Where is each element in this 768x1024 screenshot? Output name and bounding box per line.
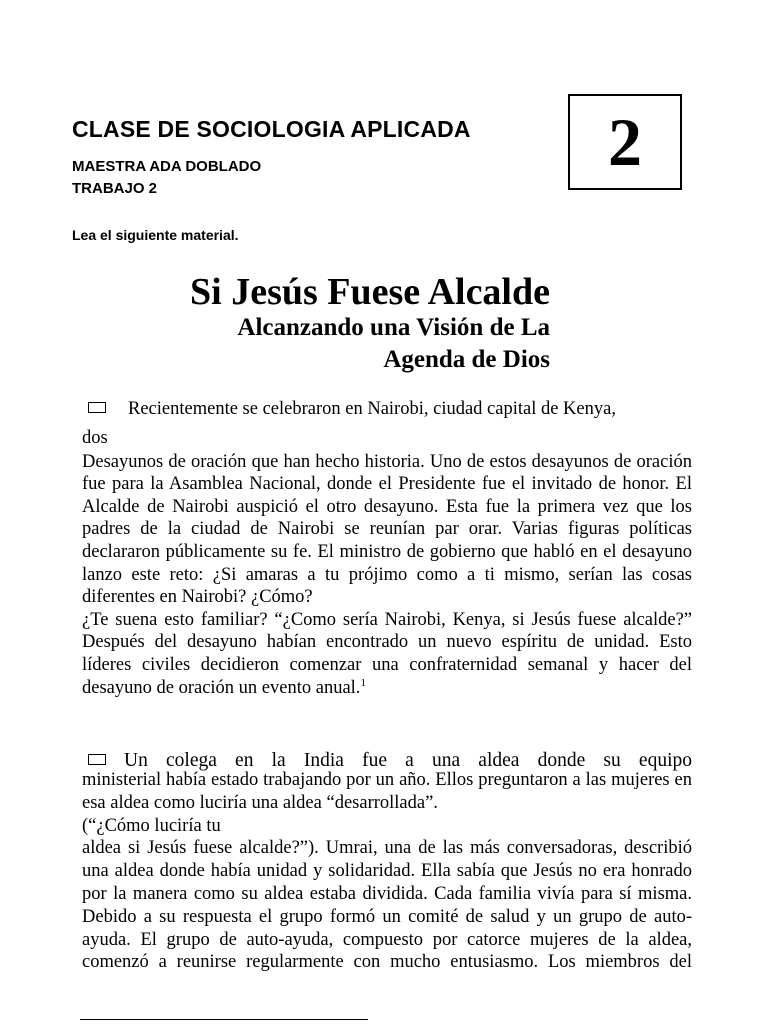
footnote-divider — [80, 1019, 368, 1020]
article-title: Si Jesús Fuese Alcalde — [190, 271, 550, 313]
paragraph2-body-b: (“¿Cómo luciría tu — [82, 815, 221, 836]
paragraph1-first-line-text: Recientemente se celebraron en Nairobi, ciudad capital de Kenya, — [128, 399, 616, 419]
paragraph2-body-a: ministerial había estado trabajando por un año. Ellos preguntaron a las mujeres en esa aldea como luciría una aldea “desarrollada”. — [82, 770, 692, 813]
paragraph1-body2 — [82, 609, 692, 699]
teacher-name: MAESTRA ADA DOBLADO — [72, 158, 262, 175]
checkbox-icon — [88, 754, 106, 765]
instruction-text: Lea el siguiente material. — [72, 227, 239, 243]
paragraph1-body — [82, 427, 692, 699]
assignment-number-box: 2 — [568, 94, 682, 190]
checkbox-icon — [88, 402, 106, 413]
assignment-label: TRABAJO 2 — [72, 180, 158, 197]
paragraph2-first-line-text: Un colega en la India fue a una aldea donde su equipo — [124, 750, 692, 771]
paragraph1-body2-text: ¿Te suena esto familiar? “¿Como sería Nairobi, Kenya, si Jesús fuese alcalde?” Después del desayuno habían encontrado un nuevo espíritu de unidad. Esto líderes civiles decidieron comenzar una confraternidad semanal y hacer del desayuno de oración un evento anual. — [82, 609, 692, 698]
paragraph2-body — [82, 769, 692, 974]
footnote-ref: 1 — [360, 676, 366, 689]
article-subtitle-line1: Alcanzando una Visión de La — [237, 314, 550, 341]
course-title: CLASE DE SOCIOLOGIA APLICADA — [72, 116, 471, 142]
paragraph1-first-line — [88, 398, 692, 420]
paragraph2-body-c: aldea si Jesús fuese alcalde?”). Umrai, una de las más conversadoras, describió una aldea donde había unidad y solidaridad. Ella sabía que Jesús no era honrado por la manera como su aldea estaba dividida. Cada familia vivía para sí misma. Debido a su respuesta el grupo formó un comité de salud y un grupo de auto-ayuda. El grupo de auto-ayuda, compuesto por catorce mujeres de la aldea, comenzó a reunirse regularmente con mucho entusiasmo. Los miembros del — [82, 838, 692, 973]
article-subtitle-line2: Agenda de Dios — [383, 346, 550, 373]
paragraph1-word-dos: dos — [82, 428, 108, 448]
paragraph1-body-text: Desayunos de oración que han hecho historia. Uno de estos desayunos de oración fue para la Asamblea Nacional, donde el Presidente fue el invitado de honor. El Alcalde de Nairobi auspició el otro desayuno. Esta fue la primera vez que los padres de la ciudad de Nairobi se reunían par orar. Varias figuras políticas declararon públicamente su fe. El ministro de gobierno que habló en el desayuno lanzo este reto: ¿Si amaras a tu prójimo como a ti mismo, serían las cosas diferentes en Nairobi? ¿Cómo? — [82, 451, 692, 608]
